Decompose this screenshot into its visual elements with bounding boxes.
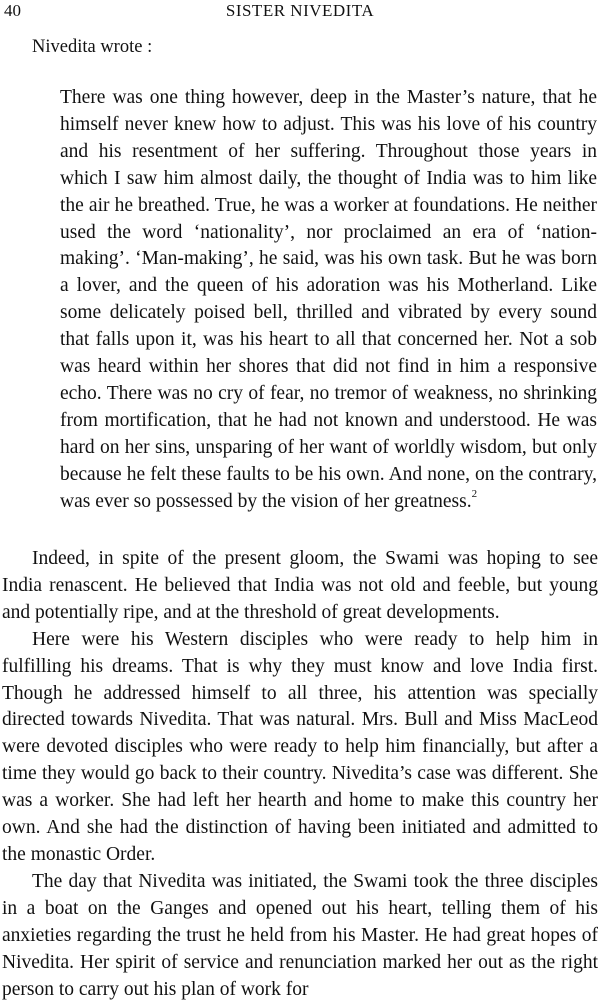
page-number: 40 bbox=[4, 1, 21, 20]
body-text bbox=[2, 546, 598, 1003]
page-header bbox=[0, 0, 600, 22]
block-quote bbox=[60, 85, 597, 516]
paragraph: Here were his Western disciples who were ready to help him in fulfilling his dreams. That is why they must know and love India first. Though he addressed himself to all three, his attention was specially directed towards Nivedita. That was natural. Mrs. Bull and Miss MacLeod were devoted disciples who were ready to help him financially, but after a time they would go back to their country. Nivedita’s case was different. She was a worker. She had left her hearth and home to make this country her own. And she had the distinction of having been initiated and admitted to the monastic Order. bbox=[2, 628, 598, 865]
quote-intro: Nivedita wrote : bbox=[32, 37, 153, 57]
running-title: SISTER NIVEDITA bbox=[225, 1, 375, 20]
paragraph: The day that Nivedita was initiated, the Swami took the three disciples in a boat on the Ganges and opened out his heart, telling them of his anxieties regarding the trust he held from his Master. He had great hopes of Nivedita. Her spirit of service and renunciation marked her out as the right person to carry out his plan of work for bbox=[2, 870, 598, 1000]
paragraph: Indeed, in spite of the present gloom, the Swami was hoping to see India renascent. He believed that India was not old and feeble, but young and potentially ripe, and at the threshold of great developments. bbox=[2, 548, 598, 623]
block-quote-text: There was one thing however, deep in the Master’s nature, that he himself never knew how to adjust. This was his love of his country and his resentment of her suffering. Throughout those years in which I saw him almost daily, the thought of India was to him like the air he breathed. True, he was a worker at foundations. He neither used the word ‘nationality’, nor proclaimed an era of ‘nation-making’. ‘Man-making’, he said, was his own task. But he was born a lover, and the queen of his adoration was his Motherland. Like some delicately poised bell, thrilled and vibrated by every sound that falls upon it, was his heart to all that concerned her. Not a sob was heard within her shores that did not find in him a responsive echo. There was no cry of fear, no tremor of weakness, no shrinking from mortification, that he had not known and understood. He was hard on her sins, unsparing of her want of worldly wisdom, but only because he felt these faults to be his own. And none, on the contrary, was ever so possessed by the vision of her greatness. bbox=[60, 87, 597, 512]
footnote-marker: 2 bbox=[471, 488, 478, 501]
